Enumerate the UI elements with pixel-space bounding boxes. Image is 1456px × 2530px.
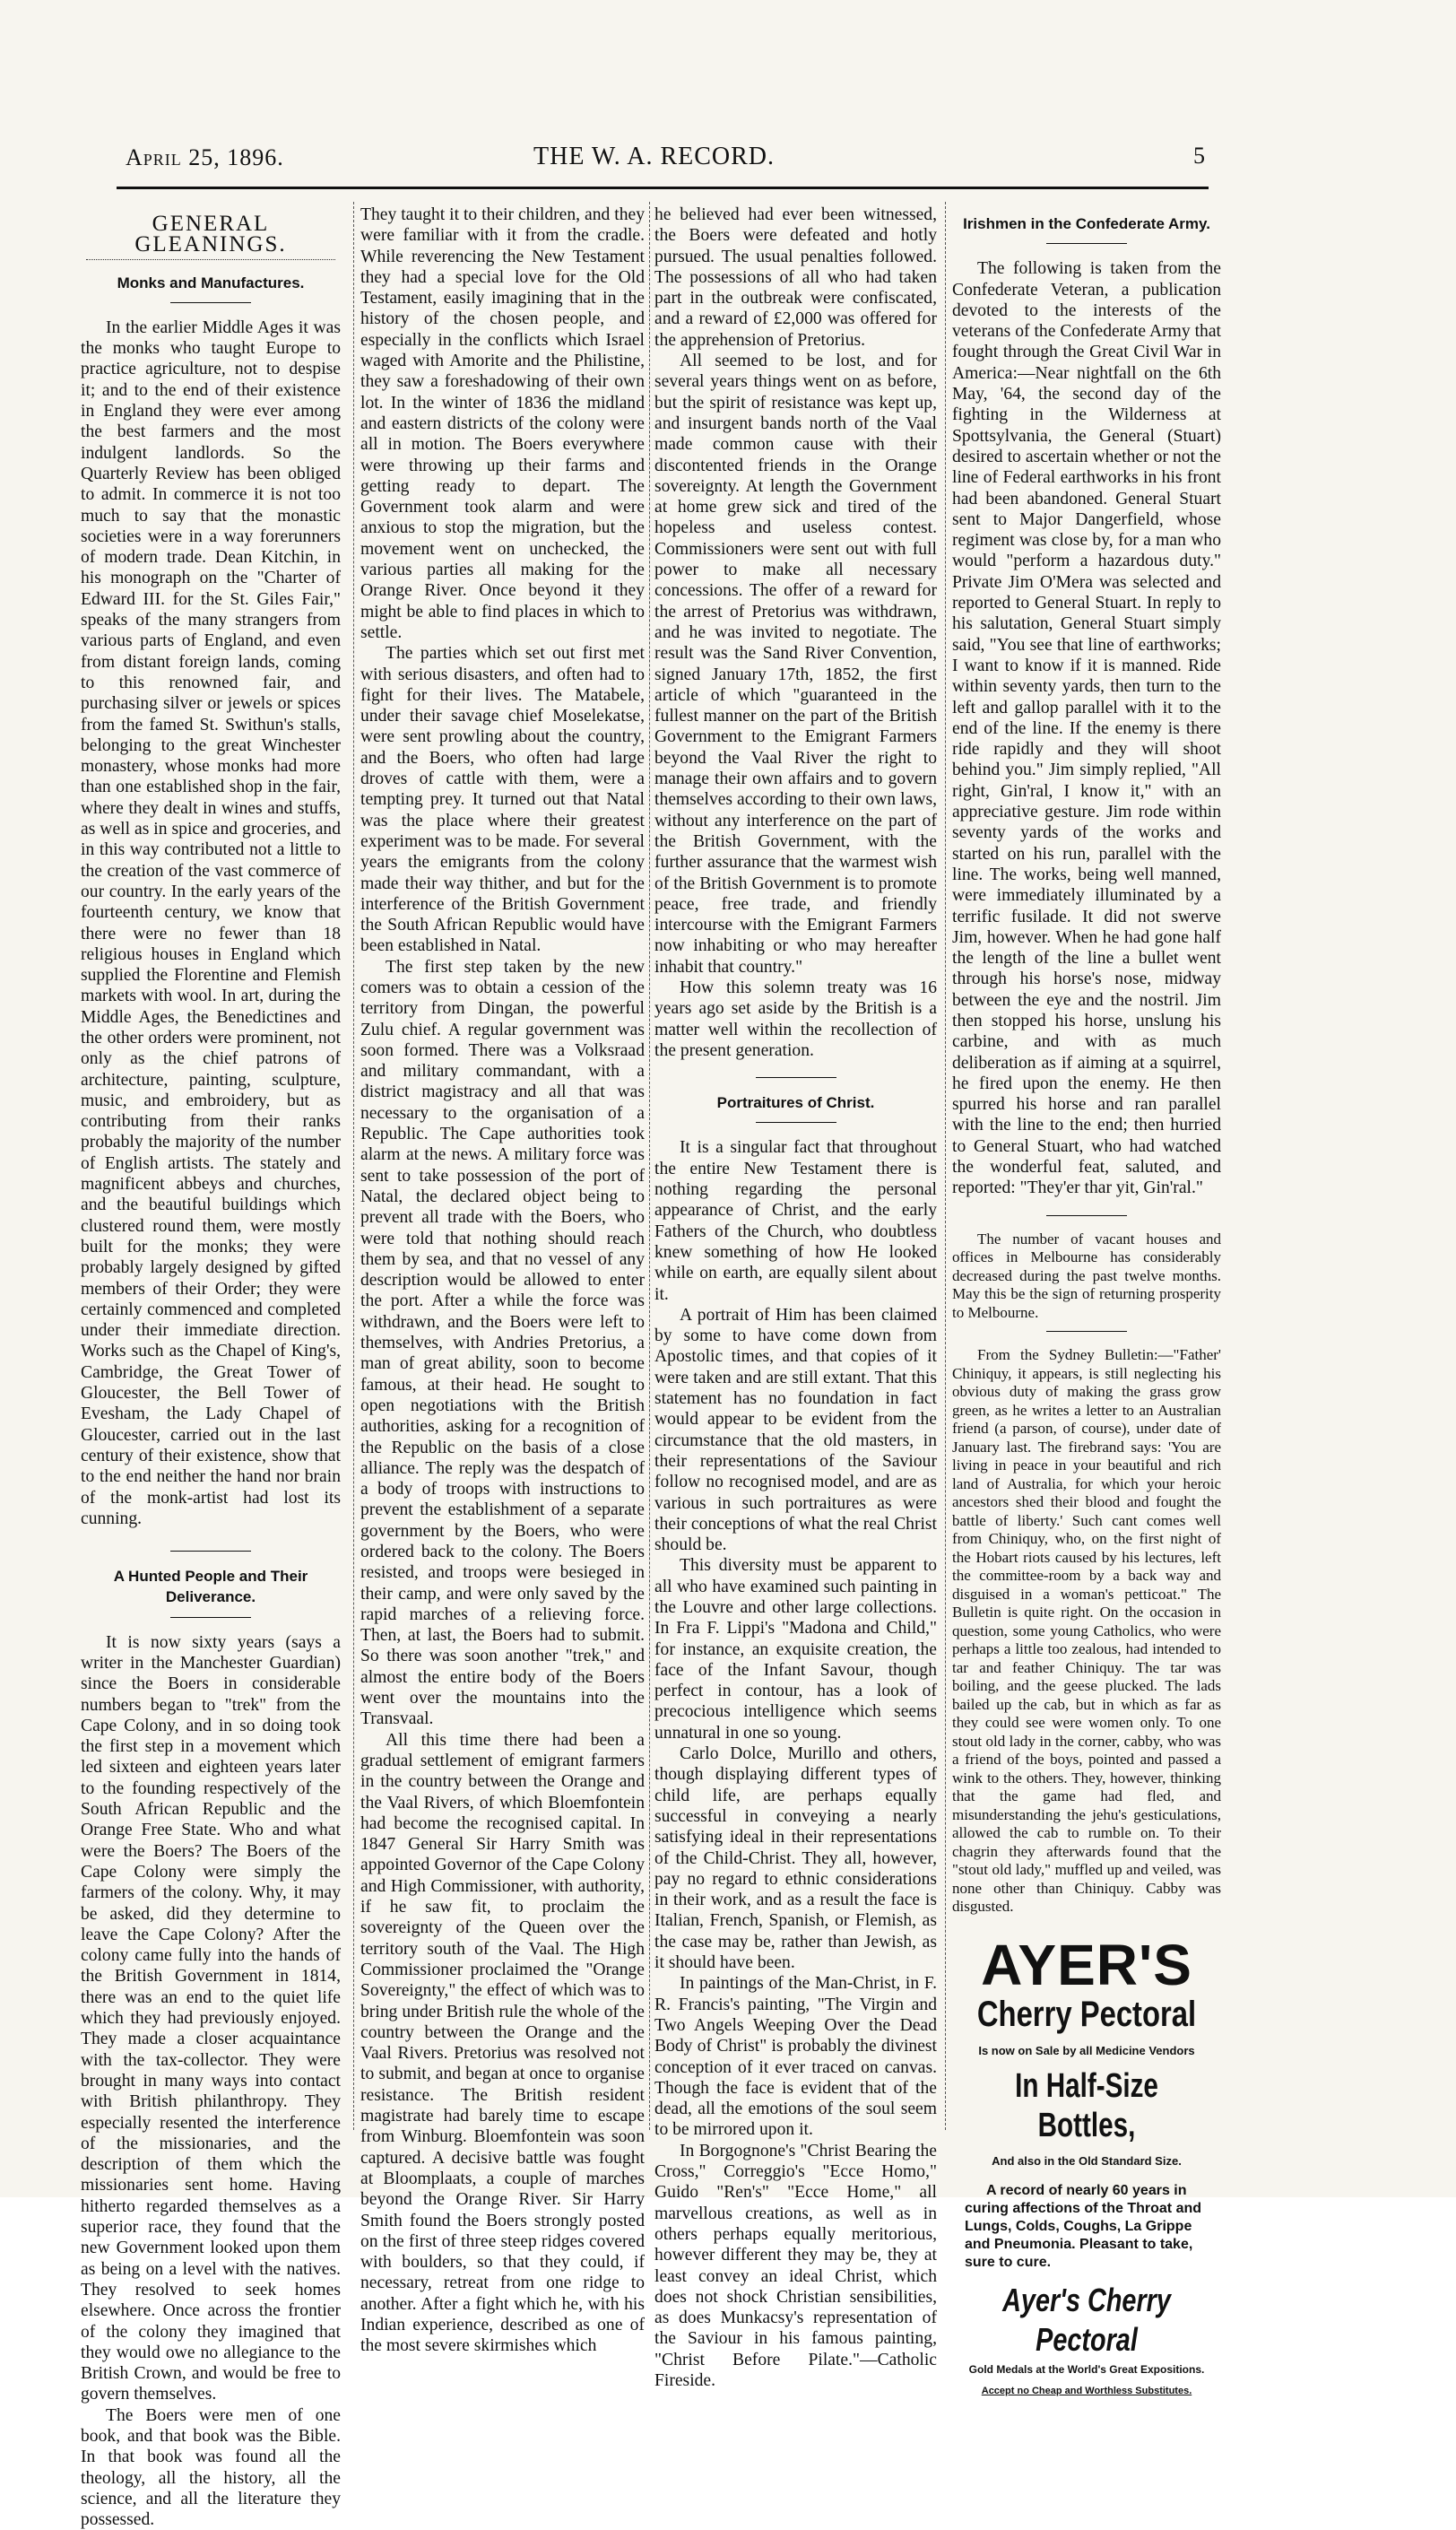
ad-standard: And also in the Old Standard Size. [992,2153,1182,2168]
article-paragraph: In Borgognone's "Christ Bearing the Cross," Correggio's "Ecce Homo," Guido "Ren's" "Ecce Home," all marvellous creations, as well as in others perhaps equally meritorious, however different they may be, they at least convey an ideal Christ, which does not shock Christian sensibilities, as does Munkacsy's representation of the Saviour in his famous painting, "Christ Before Pilate."—Catholic Fireside. [654,2141,937,2390]
ad-brand: AYER'S [981,1932,1192,1997]
article-paragraph: All seemed to be lost, and for several years things went on as before, but the spirit of resistance was kept up, and insurgent bands north of the Vaal made common cause with their discontented friends in the Orange sovereignty. At length the Government at home grew sick and tired of the hopeless and useless contest. Commissioners were sent out with full power to make all necessary concessions. The offer of a reward for the arrest of Pretorius was withdrawn, and he was invited to negotiate. The result was the Sand River Convention, signed January 17th, 1852, the first article of which "guaranteed in the fullest manner on the part of the British Government to the Emigrant Farmers beyond the Vaal River the right to manage their own affairs and to govern themselves according to their own laws, without any interference on the part of the British Government, with the further assurance that the warmest wish of the British Government is to promote peace, free trade, and friendly intercourse with the Emigrant Farmers now inhabiting or who may hereafter inhabit that country." [654,352,937,977]
ayers-advertisement [952,1932,1221,2402]
ad-sold-note: Is now on Sale by all Medicine Vendors [978,2043,1195,2057]
article-paragraph: he believed had ever been witnessed, the Boers were defeated and hotly pursued. The usual penalties followed. The possessions of all who had taken part in the outbreak were confiscated, and a reward of £2,000 was offered for the apprehension of Pretorius. [654,205,937,350]
ad-accept: Accept no Cheap and Worthless Substitutes. [981,2385,1192,2396]
chiniquy-note: From the Sydney Bulletin:—"Father' Chiniquy, it appears, is still neglecting his obvious duty of making the grass grow green, as he writes a letter to an Australian friend (a parson, of course), under date of January last. The firebrand says: 'You are living in peace in your beautiful and rich land of Australia, for which your heroic ancestors shed their blood and fought the battle of liberty.' Such cant comes well from Chiniquy, who, on the first night of the Hobart riots caused by his lectures, left the committee-room by a back way and disguised in a woman's petticoat." The Bulletin is quite right. On the occasion in question, some young Catholics, who were perhaps a little too zealous, had intended to tar and feather Chiniquy. The tar was boiling, and the geese plucked. The lads bailed up the cab, but in which as far as they could see were women only. To one stout old lady in the corner, cabby, who was a friend of the boys, pointed and passed a wink to the others. They, however, thinking that the game had fled, and misunderstanding the jehu's gesticulations, allowed the cab to rumble on. To their chagrin they afterwards found that the "stout old lady," muffled up and veiled, was none other than Chiniquy. Cabby was disgusted. [952,1346,1221,1916]
column-2 [360,204,645,2356]
article-paragraph: They taught it to their children, and they were familiar with it from the cradle. While reverencing the New Testament they had a special love for the Old Testament, easily imagining that in the history of the chosen people, and especially in the conflicts which Israel waged with Amorite and the Philistine, they saw a foreshadowing of their own lot. In the winter of 1836 the midland and eastern districts of the colony were all in motion. The Boers everywhere were throwing up their farms and getting ready to depart. The Government took alarm and were anxious to stop the migration, but the movement went on unchecked, the various parties all making for the Orange River. Once beyond it they might be able to find places in which to settle. [360,205,645,642]
title-rule [170,302,251,303]
article-paragraph: In the earlier Middle Ages it was the monks who taught Europe to practice agriculture, not to despise it; and to the end of their existence in England they were ever among the best farmers and the most indulgent landlords. So the Quarterly Review has been obliged to admit. In commerce it is not too much to say that the monastic societies were in a way forerunners of modern trade. Dean Kitchin, in his monograph on the "Charter of Edward III. for the St. Giles Fair," speaks of the many strangers from various parts of England, and even from distant foreign lands, coming to this renowned fair, and purchasing silver or jewels or spices from the famed St. Swithun's stalls, belonging to the great Winchester monastery, whose monks had more than one established shop in the fair, where they dealt in wines and stuffs, as well as in spice and groceries, and in this way contributed not a little to the creation of the vast commerce of our country. In the early years of the fourteenth century, we know that there were no fewer than 18 religious houses in England which supplied the Florentine and Flemish markets with wool. In art, during the Middle Ages, the Benedictines and the other orders were prominent, not only as the chief patrons of architecture, painting, sculpture, music, and embroidery, but as contributing from their ranks probably the majority of the number of English artists. The stately and magnificent abbeys and churches, and the beautiful buildings which clustered round them, were mostly built for the monks; they were probably largely designed by gifted members of their Order; they were certainly commenced and completed under their immediate direction. Works such as the Chapel of King's, Cambridge, the Great Tower of Gloucester, the Bell Tower of Evesham, the Lady Chapel of Gloucester, carried out in the last century of their existence, show that to the end neither the hand nor brain of the monk-artist had lost its cunning. [81,317,341,1528]
article-rule [1046,1331,1127,1332]
article-rule [1046,1215,1127,1216]
article-paragraph: How this solemn treaty was 16 years ago set aside by the British is a matter well within the recollection of the present generation. [654,978,937,1060]
page-number: 5 [1193,143,1205,169]
column-3 [654,204,937,2390]
column-divider [945,202,946,2130]
article-title-irish: Irishmen in the Confederate Army. [963,215,1210,232]
page-header [117,139,1205,175]
title-rule [170,1617,251,1618]
article-title-hunted: A Hunted People and Their Deliverance. [113,1568,308,1606]
ad-description: A record of nearly 60 years in curing affections of the Throat and Lungs, Colds, Coughs, La Grippe and Pneumonia. Pleasant to take, sure to cure. [965,2183,1202,2271]
article-paragraph: It is a singular fact that throughout the entire New Testament there is nothing regarding the personal appearance of Christ, and the early Fathers of the Church, who doubtless knew something of how He looked while on earth, are equally silent about it. [654,1138,937,1304]
ad-size: In Half-Size Bottles, [1015,2066,1158,2144]
title-rule [1046,243,1127,244]
article-paragraph: A portrait of Him has been claimed by some to have come down from Apostolic times, and that copies of it were taken and are still extant. That this statement has no foundation in fact would appear to be evident from the circumstance that the old masters, in their representations of the Saviour follow no recognised model, and are as various in such portraitures as were their conceptions of what the real Christ should be. [654,1305,937,1555]
ad-product: Cherry Pectoral [976,1994,1197,2034]
article-paragraph: The Boers were men of one book, and that book was the Bible. In that book was found all the theology, all the history, all the science, and all the literature they possessed. [81,2405,341,2530]
dotted-rule [86,259,335,260]
header-rule [117,187,1209,189]
masthead-title: THE W. A. RECORD. [533,143,776,170]
ad-script-name: Ayer's Cherry Pectoral [1002,2282,1171,2359]
article-paragraph: The first step taken by the new comers was to obtain a cession of the territory from Dingan, the powerful Zulu chief. A regular government was soon formed. There was a Volksraad and military commandant, with a district magistracy and all that was necessary to the organisation of a Republic. The Cape authorities took alarm at the news. A military force was sent to take possession of the port of Natal, the declared object being to prevent all trade with the Boers, who were told that nothing should reach them by sea, and that no vessel of any description would be allowed to enter the port. After a while the force was withdrawn, and the Boers were left to themselves, with Andries Pretorius, a man of great ability, soon to become famous, at their head. He sought to open negotiations with the British authorities, asking for a recognition of the Republic on the basis of a close alliance. The reply was the despatch of a body of troops with instructions to prevent the establishment of a separate government by the Boers, who were ordered back to the colony. The Boers resisted, and troops were besieged in their camp, and were only saved by the rapid marches of a relieving force. Then, at last, the Boers had to submit. So there was soon another "trek," and almost the entire body of the Boers went over the mountains into the Transvaal. [360,957,645,1729]
article-title-monks: Monks and Manufactures. [117,274,305,291]
column-divider [649,202,650,2130]
issue-date: April 25, 1896. [126,144,284,170]
article-paragraph: All this time there had been a gradual settlement of emigrant farmers in the country between the Orange and the Vaal Rivers, of which Bloemfontein had become the recognised capital. In 1847 General Sir Harry Smith was appointed Governor of the Cape Colony and High Commissioner, with authority, if he saw fit, to proclaim the sovereignty of the Queen over the territory south of the Vaal. The High Commissioner proclaimed the "Orange Sovereignty," the effect of which was to bring under British rule the whole of the country between the Orange and the Vaal Rivers. Pretorius was resolved not to submit, and began at once to organise resistance. The British resident magistrate had barely time to escape from Winburg. Bloemfontein was soon captured. A decisive battle was fought at Bloomplaats, a couple of marches beyond the Orange River. Sir Harry Smith found the Boers strongly posted on the first of three steep ridges covered with boulders, so that they could, if necessary, retreat from one ridge to another. After a fight which he, with his Indian experience, described as one of the most severe skirmishes which [360,1730,645,2356]
section-heading: GENERAL GLEANINGS. [134,212,287,257]
article-rule [756,1077,836,1078]
column-4 [952,204,1221,2396]
article-paragraph: The following is taken from the Confederate Veteran, a publication devoted to the interests of the veterans of the Confederate Army that fought through the Great Civil War in America:—Near nightfall on the 6th May, '64, the second day of the fighting in the Wilderness at Spottsylvania, the General (Stuart) desired to ascertain whether or not the line of Federal earthworks in his front had been abandoned. General Stuart sent to Major Dangerfield, whose regiment was close by, for a man who would "perform a hazardous duty." Private Jim O'Mera was selected and reported to General Stuart. In reply to his salutation, General Stuart simply said, "You see that line of earthworks; I want to know if it is manned. Ride within seventy yards, then turn to the left and gallop parallel with it to the end of the line. If the enemy is there ride rapidly and they will shoot behind you." Jim simply replied, "All right, Gin'ral, I know it," with an appreciative gesture. Jim rode within seventy yards of the works and started on his run, parallel with the line. The works, being well manned, were immediately illuminated by a terrific fusilade. It did not swerve Jim, however. When he had gone half the length of the line a bullet went through his horse's nose, midway between the eye and the nostril. Jim then stopped his horse, unslung his carbine, and with as much deliberation as if aiming at a squirrel, he fired upon the enemy. He then spurred his horse and ran parallel with the line to the end; then hurried to General Stuart, who had watched the wonderful feat, saluted, and reported: "They'er thar yit, Gin'ral." [952,259,1221,1198]
article-paragraph: The parties which set out first met with serious disasters, and often had to fight for their lives. The Matabele, under their savage chief Moselekatse, were sent prowling about the country, and the Boers, who often had large droves of cattle with them, were a tempting prey. It turned out that Natal was the place where their greatest experiment was to be made. For several years the emigrants from the colony made their way thither, and but for the interference of the British Government the South African Republic would have been established in Natal. [360,644,645,956]
ad-medals: Gold Medals at the World's Great Expositions. [968,2363,1205,2377]
article-paragraph: In paintings of the Man-Christ, in F. R. Francis's painting, "The Virgin and Two Angels Weeping Over the Dead Body of Christ" is probably the divinest conception of it ever traced on canvas. Though the face is evident that of the dead, all the emotions of the soul seem to be mirrored upon it. [654,1974,937,2140]
article-title-portraitures: Portraitures of Christ. [716,1094,875,1112]
article-rule [170,1551,251,1552]
article-paragraph: Carlo Dolce, Murillo and others, though displaying different types of child life, are perhaps equally successful in conveying a nearly satisfying ideal in their representations of the Child-Christ. They all, however, pay no regard to ethnic considerations in their work, and as a result the face is Italian, French, Spanish, or Flemish, as the case may be, rather than Jewish, as it should have been. [654,1744,937,1973]
melbourne-note: The number of vacant houses and offices in Melbourne has considerably decreased during the past twelve months. May this be the sign of returning prosperity to Melbourne. [952,1230,1221,1321]
article-paragraph: It is now sixty years (says a writer in the Manchester Guardian) since the Boers in considerable numbers began to "trek" from the Cape Colony, and in so doing took the first step in a movement which led sixteen and eighteen years later to the founding respectively of the South African Republic and the Orange Free State. Who and what were the Boers? The Boers of the Cape Colony were simply the farmers of the colony. Why, it may be asked, did they determine to leave the Cape Colony? After the colony came fully into the hands of the British Government in 1814, there was an end to the quiet life which they had previously enjoyed. They made a closer acquaintance with the tax-collector. They were brought in many ways into contact with British philanthropy. They especially resented the interference of the missionaries, and the description of them which the missionaries sent home. Having hitherto regarded themselves as a superior race, they found that the new Government looked upon them as being on a level with the natives. They resolved to seek homes elsewhere. Once across the frontier of the colony they imagined that they would owe no allegiance to the British Crown, and would be free to govern themselves. [81,1632,341,2404]
title-rule [756,1122,836,1123]
article-paragraph: This diversity must be apparent to all who have examined such painting in the Louvre and other large collections. In Fra F. Lippi's "Madona and Child," for instance, an exquisite creation, the face of the Infant Savour, though perfect in contour, has a look of precocious intelligence which seems unnatural in one so young. [654,1556,937,1743]
column-1 [81,204,341,2530]
column-divider [353,202,354,2130]
